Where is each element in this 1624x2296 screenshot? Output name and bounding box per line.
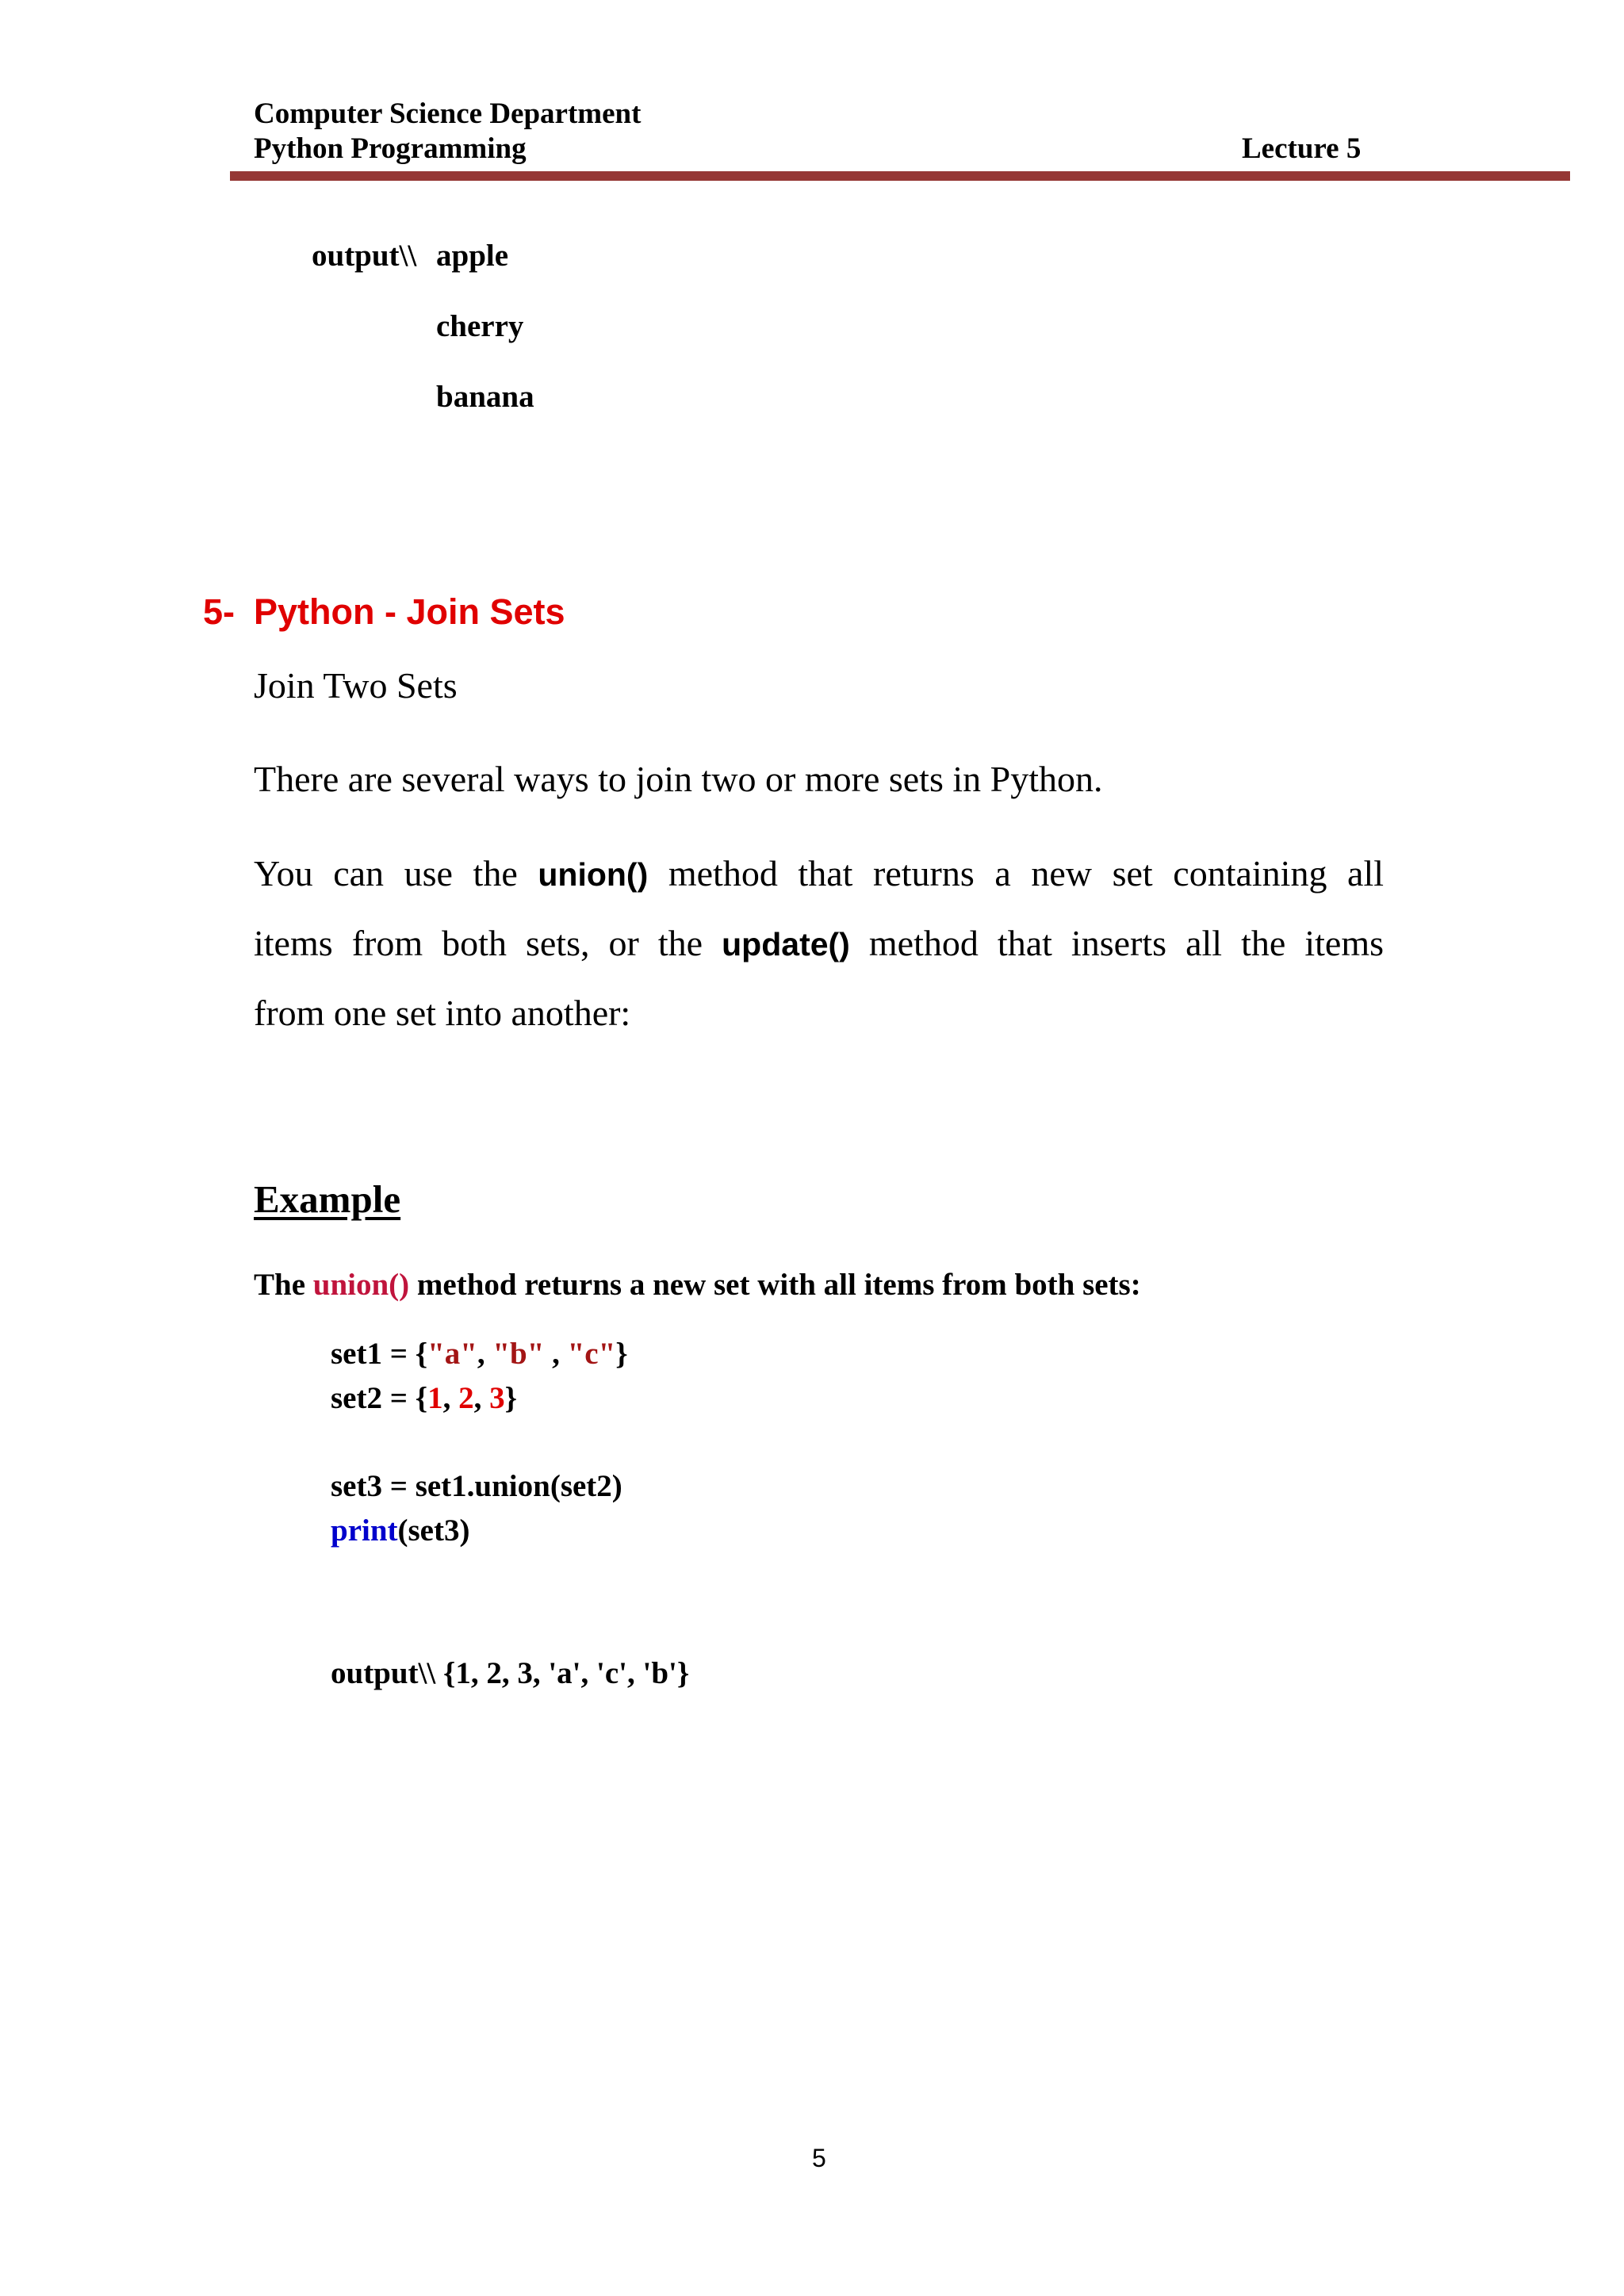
code-token: } <box>615 1337 628 1371</box>
section-subtitle: Join Two Sets <box>254 665 458 706</box>
code-token: , <box>442 1381 459 1415</box>
prev-output-item: apple <box>436 239 509 273</box>
example-output: output\\ {1, 2, 3, 'a', 'c', 'b'} <box>331 1656 690 1690</box>
keyword: print <box>331 1513 398 1548</box>
example-heading: Example <box>254 1177 401 1221</box>
method-name: union() <box>312 1268 410 1302</box>
code-token: (set3) <box>397 1513 470 1548</box>
number-literal: 1 <box>427 1381 443 1415</box>
page-number: 5 <box>812 2144 826 2172</box>
prev-output-label: output\\ <box>312 239 417 273</box>
string-literal: "b" <box>492 1337 545 1371</box>
text-span: method that inserts all the items <box>868 923 1384 963</box>
code-token: , <box>477 1337 493 1371</box>
prev-output-item: banana <box>436 380 534 414</box>
section-title: Python - Join Sets <box>254 591 565 632</box>
code-token: } <box>504 1381 517 1415</box>
paragraph-line: from one set into another: <box>254 993 631 1033</box>
code-token: , <box>473 1381 490 1415</box>
header-department: Computer Science Department <box>254 98 642 130</box>
code-token: , <box>544 1337 568 1371</box>
text-span: method that returns a new set containing all <box>668 853 1385 894</box>
header-course: Python Programming <box>254 132 527 165</box>
text-span: The <box>254 1268 306 1302</box>
paragraph-line <box>254 852 1384 894</box>
prev-output-item: cherry <box>436 309 524 343</box>
string-literal: "a" <box>427 1337 477 1371</box>
code-token: set1 = { <box>331 1337 428 1371</box>
number-literal: 2 <box>458 1381 474 1415</box>
method-name: union() <box>538 856 649 893</box>
text-span: method returns a new set with all items from both sets: <box>416 1268 1141 1302</box>
text-span: You can use the <box>254 853 518 894</box>
code-token: set2 = { <box>331 1381 428 1415</box>
number-literal: 3 <box>489 1381 505 1415</box>
paragraph-line <box>254 922 1384 964</box>
code-line: set3 = set1.union(set2) <box>331 1469 622 1503</box>
code-line <box>331 1336 628 1372</box>
section-number: 5- <box>203 591 236 632</box>
code-line <box>331 1380 517 1416</box>
paragraph-intro: There are several ways to join two or more sets in Python. <box>254 759 1103 799</box>
string-literal: "c" <box>567 1337 616 1371</box>
text-span: items from both sets, or the <box>254 923 703 963</box>
code-line <box>331 1513 469 1548</box>
header-rule <box>230 171 1570 181</box>
method-name: update() <box>722 926 850 962</box>
header-lecture: Lecture 5 <box>1242 132 1362 165</box>
example-lead <box>254 1267 1141 1303</box>
